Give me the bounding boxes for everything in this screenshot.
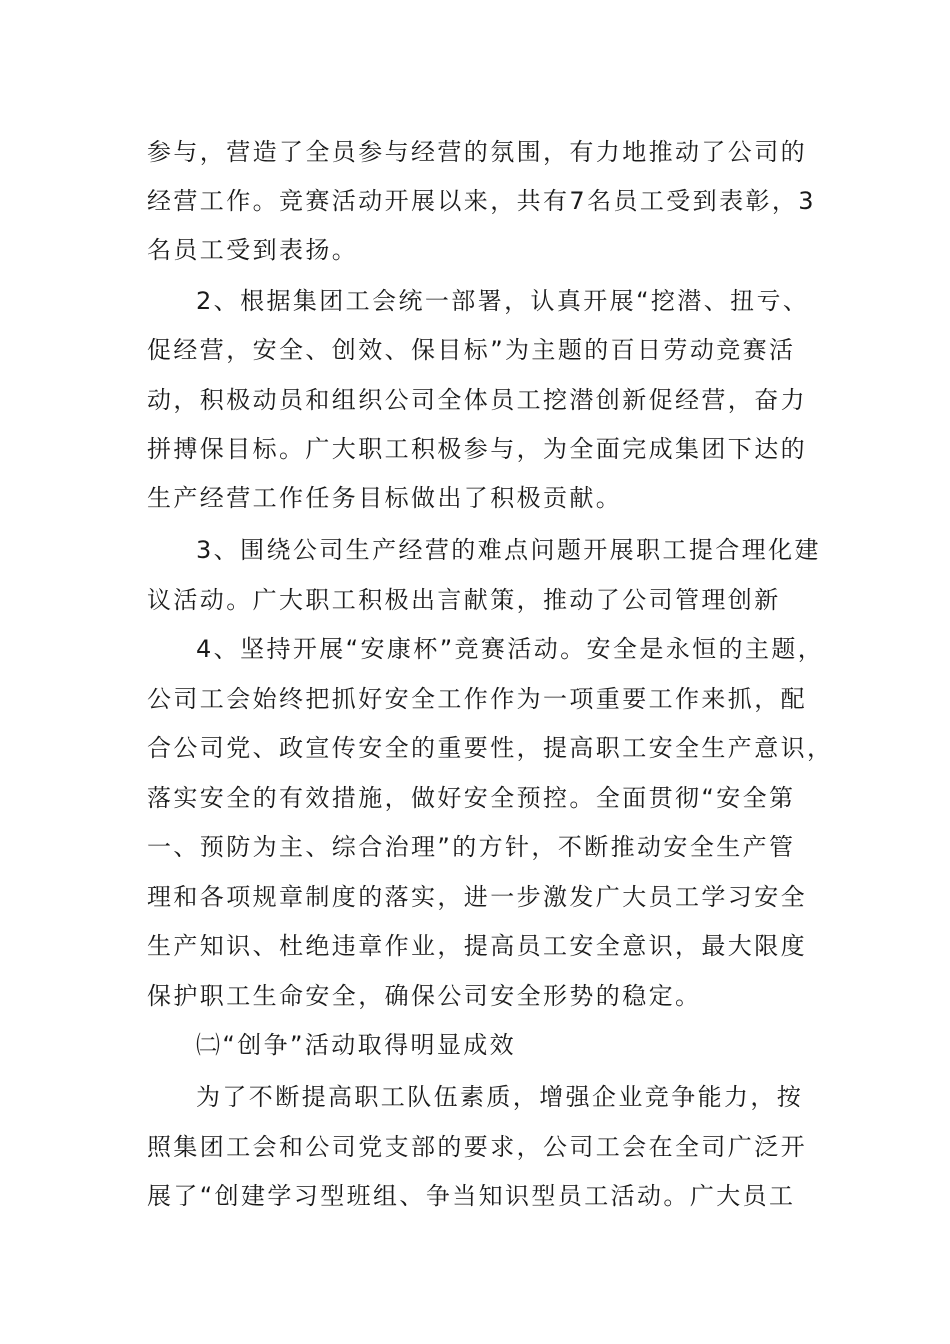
- text-line: 公司工会始终把抓好安全工作作为一项重要工作来抓，配: [147, 685, 807, 713]
- text-line: 合公司党、政宣传安全的重要性，提高职工安全生产意识，: [147, 734, 834, 762]
- text-line-paragraph-start: 3、围绕公司生产经营的难点问题开展职工提合理化建: [196, 536, 821, 564]
- text-line-paragraph-start: 4、坚持开展“安康杯”竞赛活动。安全是永恒的主题，: [196, 635, 825, 663]
- text-line: 议活动。广大职工积极出言献策，推动了公司管理创新: [147, 586, 781, 614]
- text-line: 展了“创建学习型班组、争当知识型员工活动。广大员工: [147, 1182, 796, 1210]
- text-line: 促经营，安全、创效、保目标”为主题的百日劳动竞赛活: [147, 336, 796, 364]
- text-line: 生产经营工作任务目标做出了积极贡献。: [147, 484, 623, 512]
- text-line: 理和各项规章制度的落实，进一步激发广大员工学习安全: [147, 883, 807, 911]
- text-line: 参与，营造了全员参与经营的氛围，有力地推动了公司的: [147, 138, 807, 166]
- section-heading: ㈡“创争”活动取得明显成效: [196, 1031, 517, 1059]
- text-line: 动，积极动员和组织公司全体员工挖潜创新促经营，奋力: [147, 386, 807, 414]
- text-line: 落实安全的有效措施，做好安全预控。全面贯彻“安全第: [147, 784, 796, 812]
- text-line: 一、预防为主、综合治理”的方针，不断推动安全生产管: [147, 833, 796, 861]
- text-line: 照集团工会和公司党支部的要求，公司工会在全司广泛开: [147, 1133, 807, 1161]
- text-line: 生产知识、杜绝违章作业，提高员工安全意识，最大限度: [147, 932, 807, 960]
- text-line: 保护职工生命安全，确保公司安全形势的稳定。: [147, 982, 702, 1010]
- text-line-paragraph-start: 为了不断提高职工队伍素质，增强企业竞争能力，按: [196, 1083, 804, 1111]
- text-line: 名员工受到表扬。: [147, 236, 359, 264]
- text-line-paragraph-start: 2、根据集团工会统一部署，认真开展“挖潜、扭亏、: [196, 287, 810, 315]
- text-line: 经营工作。竞赛活动开展以来，共有7名员工受到表彰，3: [147, 187, 816, 215]
- text-line: 拼搏保目标。广大职工积极参与，为全面完成集团下达的: [147, 435, 807, 463]
